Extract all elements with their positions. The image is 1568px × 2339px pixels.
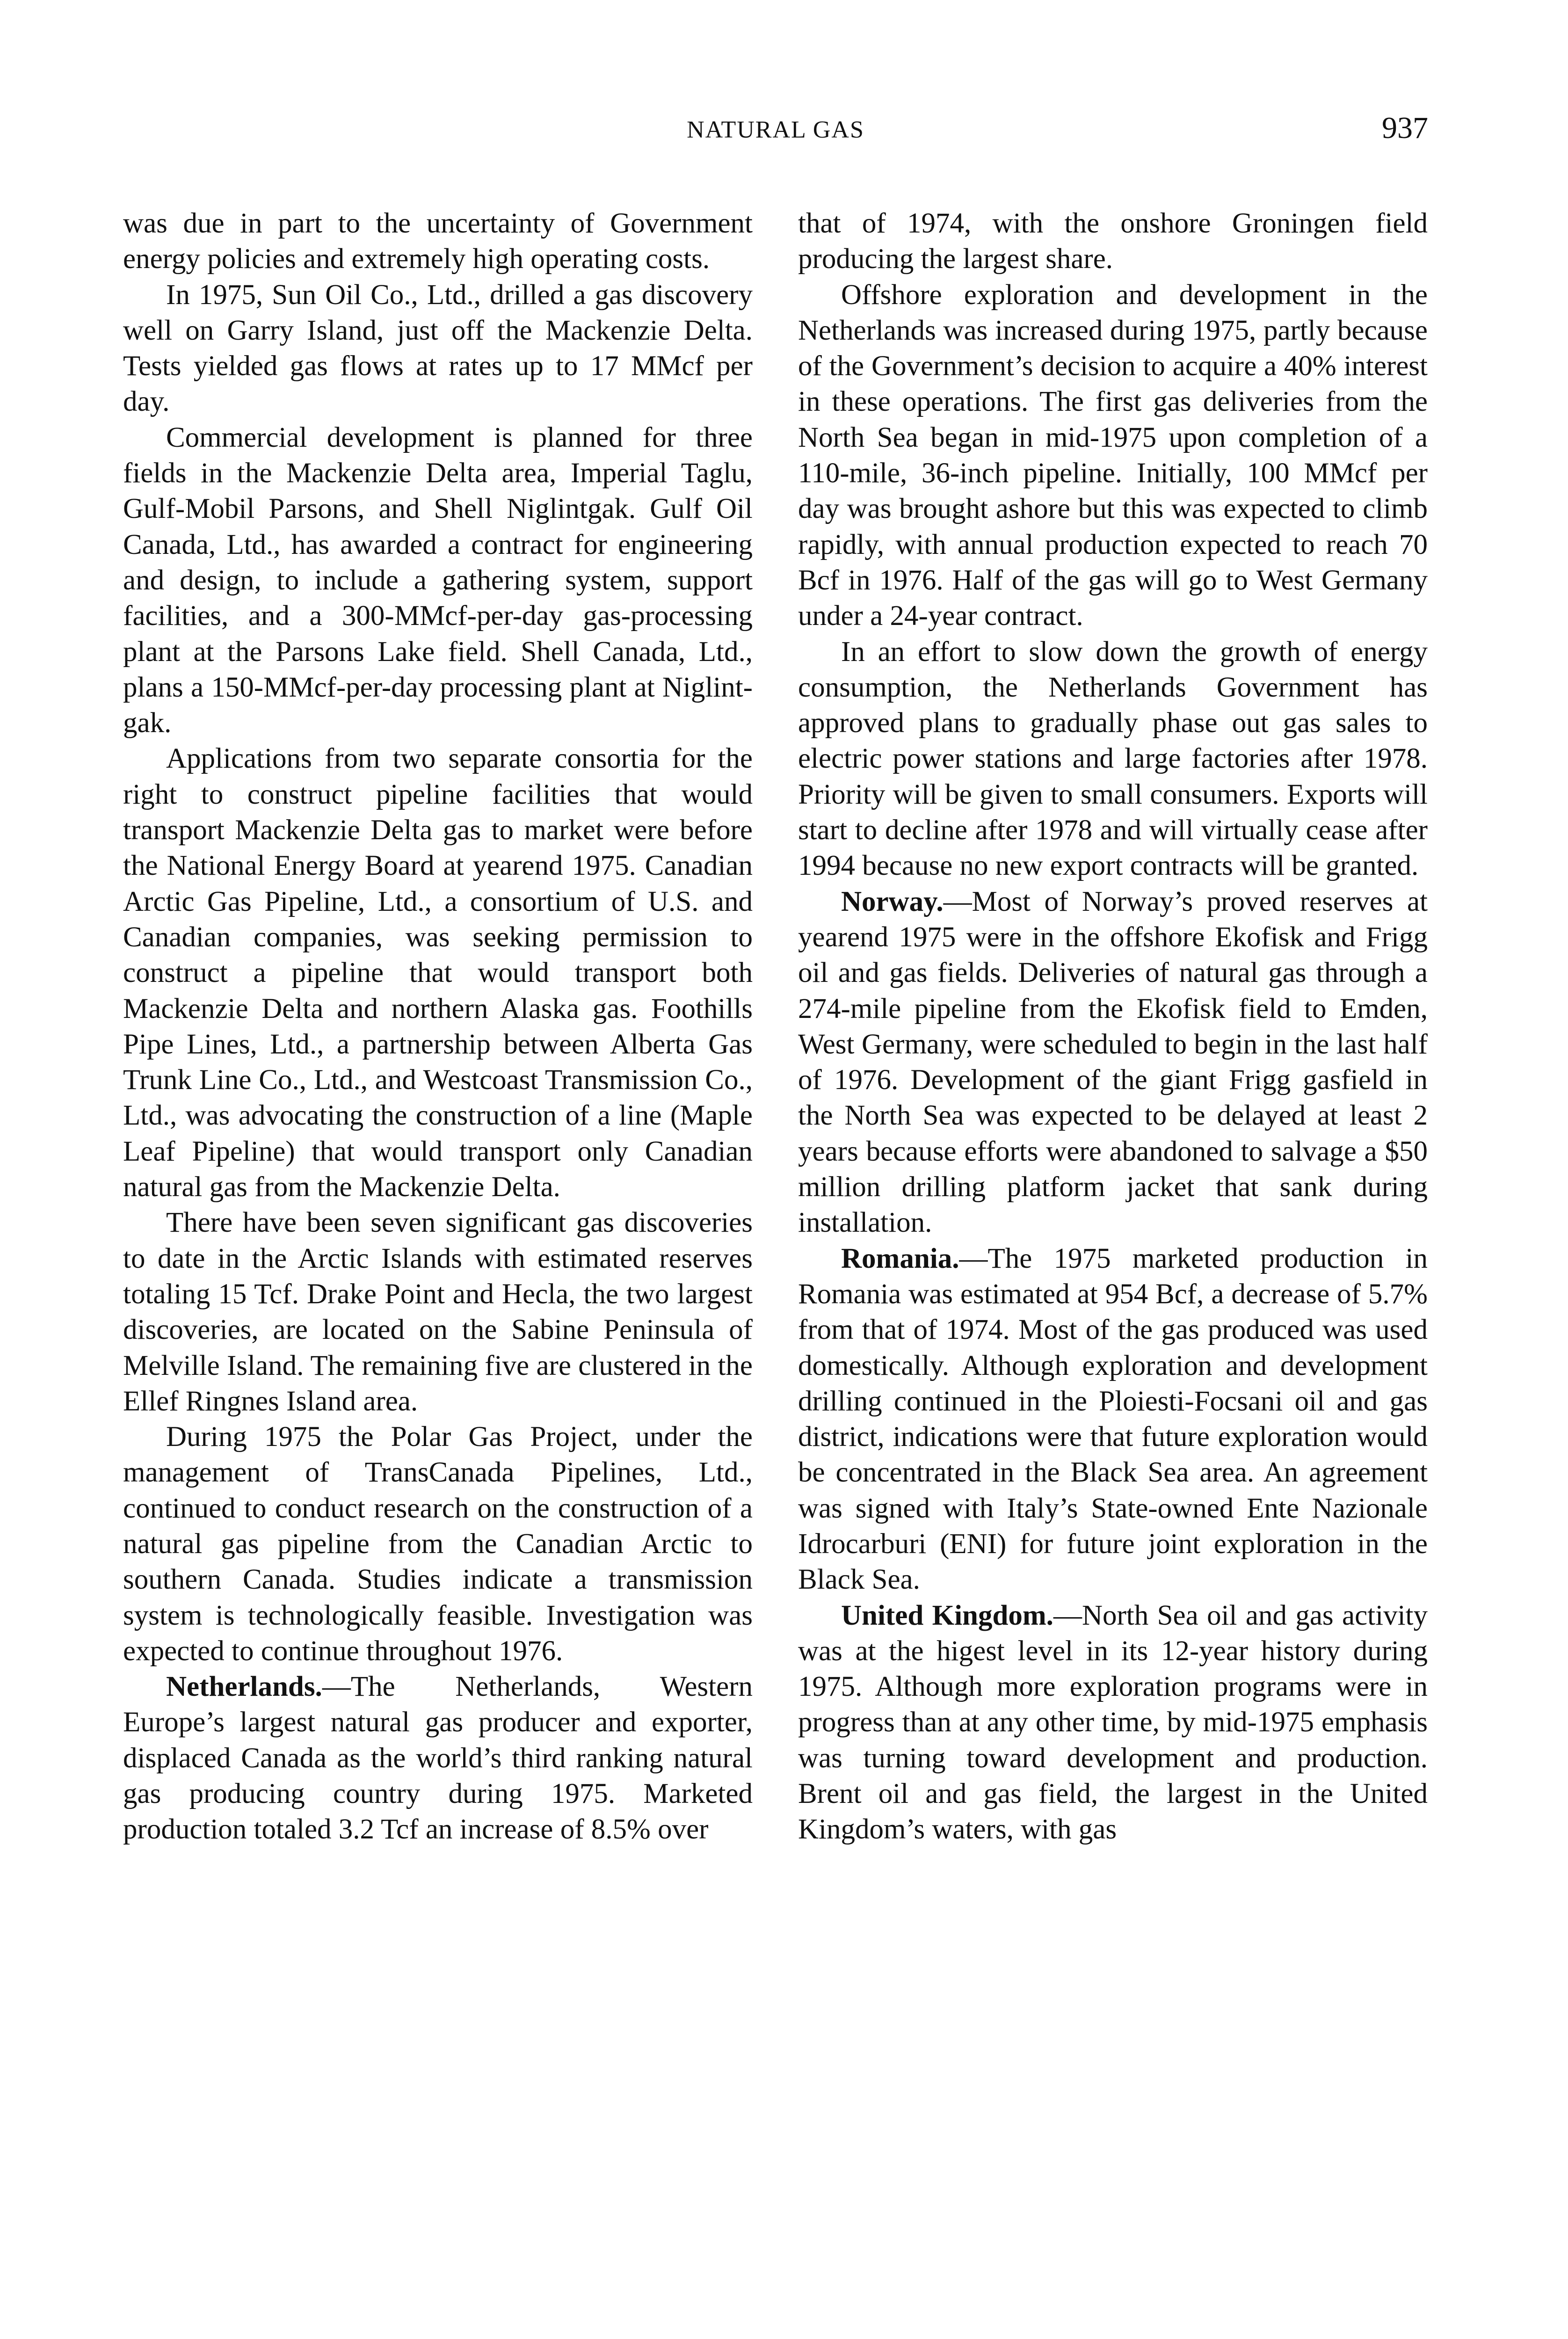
paragraph-united-kingdom <box>798 1598 1428 1848</box>
paragraph-continuation-groningen: that of 1974, with the onshore Groningen field producing the largest share. <box>798 208 1428 275</box>
netherlands-heading: Netherlands. <box>166 1671 322 1703</box>
running-head <box>123 110 1428 162</box>
norway-heading: Norway. <box>841 886 944 917</box>
paragraph-norway <box>798 884 1428 1241</box>
left-column <box>123 206 753 1848</box>
right-column <box>798 206 1428 1848</box>
paragraph-netherlands <box>123 1669 753 1847</box>
paragraph-pipeline-applications: Applications from two separate consortia for the right to construct pipeline facilities that would transport Mackenzie Delta gas to market were before the National Energy Board at yearend 1975. Canadian Arctic Gas Pipeline, Ltd., a consortium of U.S. and Canadian companies, was seeking permission to construct a pipeline that would transport both Mackenzie Delta and northern Alaska gas. Foothills Pipe Lines, Ltd., a partnership between Alberta Gas Trunk Line Co., Ltd., and Westcoast Transmission Co., Ltd., was advocating the construction of a line (Maple Leaf Pipeline) that would transport only Canadian natural gas from the Mackenzie Delta. <box>123 743 753 1203</box>
paragraph-continuation: was due in part to the uncertainty of Government energy policies and extremely high operating costs. <box>123 208 753 275</box>
norway-text: —Most of Norway’s proved reserves at yearend 1975 were in the offshore Ekofisk and Frigg oil and gas fields. Deliveries of natural gas through a 274-mile pipeline from the Ekofisk field to Emden, West Germany, were scheduled to begin in the last half of 1976. Development of the giant Frigg gasfield in the North Sea was expected to be delayed at least 2 years because efforts were abandoned to salvage a $50 million drilling platform jacket that sank during installation. <box>798 886 1428 1239</box>
paragraph-sun-oil: In 1975, Sun Oil Co., Ltd., drilled a gas discovery well on Garry Island, just off the Mackenzie Delta. Tests yielded gas flows at rates up to 17 MMcf per day. <box>123 279 753 418</box>
paragraph-arctic-islands: There have been seven significant gas discoveries to date in the Arctic Islands with estimated reserves totaling 15 Tcf. Drake Point and Hecla, the two largest discoveries, are located on the Sabine Peninsula of Melville Island. The remaining five are clustered in the Ellef Ringnes Island area. <box>123 1207 753 1417</box>
paragraph-romania <box>798 1241 1428 1598</box>
united-kingdom-text: —North Sea oil and gas activity was at the higest level in its 12-year history during 1975. Although more exploration programs were in progress than at any other time, by mid-1975 emphasis was turning toward development and production. Brent oil and gas field, the largest in the United Kingdom’s waters, with gas <box>798 1599 1428 1845</box>
paragraph-offshore-exploration: Offshore exploration and development in the Netherlands was increased during 1975, partly because of the Government’s decision to acquire a 40% interest in these operations. The first gas deliveries from the North Sea began in mid-1975 upon completion of a 110-mile, 36-inch pipeline. Initially, 100 MMcf per day was brought ashore but this was expected to climb rapidly, with annual production expected to reach 70 Bcf in 1976. Half of the gas will go to West Germany under a 24-year contract. <box>798 279 1428 632</box>
paragraph-commercial-development: Commercial development is planned for three fields in the Mackenzie Delta area, Imperial Taglu, Gulf-Mobil Parsons, and Shell Niglintgak. Gulf Oil Canada, Ltd., has awarded a contract for engineering and design, to include a gathering system, support facilities, and a 300-MMcf-per-day gas-processing plant at the Parsons Lake field. Shell Canada, Ltd., plans a 150-MMcf-per-day processing plant at Niglintgak. <box>123 421 753 739</box>
paragraph-energy-consumption: In an effort to slow down the growth of energy consumption, the Netherlands Government has approved plans to gradually phase out gas sales to electric power stations and large factories after 1978. Priority will be given to small consumers. Exports will start to decline after 1978 and will virtually cease after 1994 because no new export contracts will be granted. <box>798 636 1428 882</box>
romania-text: —The 1975 marketed production in Romania was estimated at 954 Bcf, a decrease of 5.7% from that of 1974. Most of the gas produced was used domestically. Although exploration and development drilling continued in the Ploiesti-Focsani oil and gas district, indications were that future exploration would be concentrated in the Black Sea area. An agreement was signed with Italy’s State-owned Ente Nazionale Idrocarburi (ENI) for future joint exploration in the Black Sea. <box>798 1242 1428 1596</box>
united-kingdom-heading: United Kingdom. <box>841 1599 1053 1631</box>
netherlands-text: —The Netherlands, Western Europe’s largest natural gas producer and exporter, displaced Canada as the world’s third ranking natural gas producing country during 1975. Marketed production totaled 3.2 Tcf an increase of 8.5% over <box>123 1671 753 1845</box>
running-title: NATURAL GAS <box>687 116 864 143</box>
page-number: 937 <box>1382 111 1428 145</box>
paragraph-polar-gas-project: During 1975 the Polar Gas Project, under the management of TransCanada Pipelines, Ltd., continued to conduct research on the construction of a natural gas pipeline from the Canadian Arctic to southern Canada. Studies indicate a transmission system is technologically feasible. Investigation was expected to continue throughout 1976. <box>123 1421 753 1667</box>
romania-heading: Romania. <box>841 1242 959 1274</box>
